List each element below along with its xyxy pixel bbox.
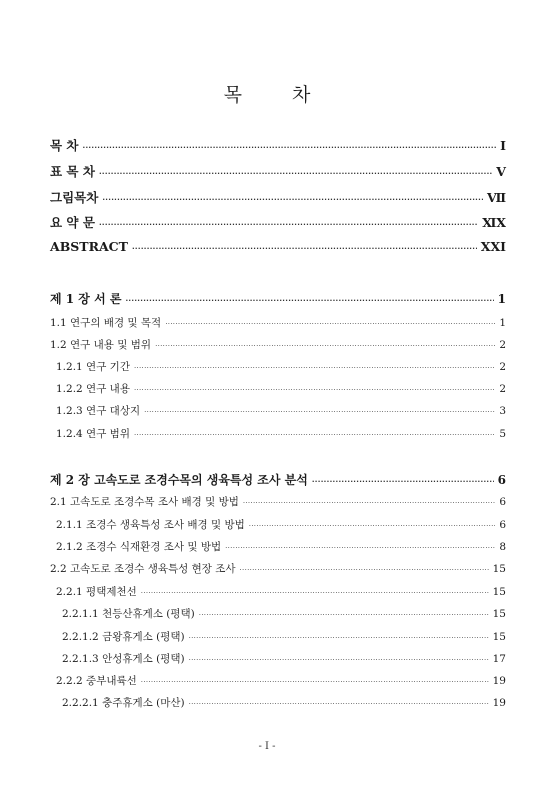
leader-dots	[312, 473, 494, 487]
toc-entry[interactable]	[50, 337, 506, 352]
toc-entry-page: 1	[499, 317, 506, 329]
leader-dots	[243, 496, 495, 508]
toc-entry-page: 1	[497, 292, 506, 306]
toc-entry[interactable]	[62, 651, 506, 666]
toc-entry[interactable]	[56, 381, 506, 396]
toc-entry[interactable]	[56, 359, 506, 374]
leader-dots	[102, 190, 483, 205]
toc-entry-label: 1.1 연구의 배경 및 목적	[50, 317, 162, 329]
toc-entry-page: 19	[492, 675, 506, 687]
toc-entry-page: 17	[492, 653, 506, 665]
leader-dots	[199, 608, 489, 620]
toc-entry-page: V	[496, 164, 506, 179]
toc-entry-label: 표 목 차	[50, 164, 95, 179]
toc-entry[interactable]	[56, 517, 506, 532]
leader-dots	[144, 405, 495, 417]
toc-entry[interactable]	[50, 315, 506, 330]
leader-dots	[141, 675, 489, 687]
toc-entry[interactable]	[56, 673, 506, 688]
toc-entry-page: 6	[497, 473, 506, 487]
toc-entry[interactable]	[62, 695, 506, 710]
toc-entry-label: 2.2.1.2 금왕휴게소 (평택)	[62, 631, 185, 643]
toc-entry-page: 6	[499, 519, 506, 531]
leader-dots	[99, 215, 478, 230]
toc-entry-label: 2.1.1 조경수 생육특성 조사 배경 및 방법	[56, 519, 245, 531]
toc-entry-page: I	[500, 138, 506, 153]
leader-dots	[189, 653, 489, 665]
toc-entry-page: 15	[492, 631, 506, 643]
toc-entry-page: 19	[492, 697, 506, 709]
leader-dots	[83, 138, 497, 153]
toc-entry[interactable]	[56, 539, 506, 554]
toc-entry-label: 요 약 문	[50, 215, 95, 230]
toc-entry-page: 15	[492, 586, 506, 598]
toc-entry-contents[interactable]	[50, 136, 506, 154]
leader-dots	[99, 164, 492, 179]
toc-entry-page: 5	[499, 428, 506, 440]
toc-entry-label: 2.1 고속도로 조경수목 조사 배경 및 방법	[50, 496, 239, 508]
leader-dots	[225, 541, 495, 553]
toc-entry-label: 제 2 장 고속도로 조경수목의 생육특성 조사 분석	[50, 473, 308, 487]
toc-entry-label: 1.2.1 연구 기간	[56, 361, 130, 373]
leader-dots	[189, 631, 489, 643]
toc-entry[interactable]	[56, 584, 506, 599]
toc-entry-label: 1.2.3 연구 대상지	[56, 405, 141, 417]
toc-entry[interactable]	[50, 494, 506, 509]
toc-entry-label: 2.2.1.1 천등산휴게소 (평택)	[62, 608, 195, 620]
leader-dots	[165, 317, 495, 329]
toc-chapter-2[interactable]	[50, 471, 506, 488]
page-number-footer: - Ⅰ -	[258, 741, 276, 752]
toc-entry-label: 목 차	[50, 138, 79, 153]
toc-entry[interactable]	[62, 629, 506, 644]
leader-dots	[189, 697, 489, 709]
toc-entry-label: 1.2 연구 내용 및 범위	[50, 339, 152, 351]
toc-entry-page: ⅩⅩⅠ	[480, 239, 506, 254]
toc-entry[interactable]	[56, 403, 506, 418]
toc-entry-page: 15	[492, 608, 506, 620]
leader-dots	[134, 383, 495, 395]
toc-entry-page: 6	[499, 496, 506, 508]
toc-entry-page: Ⅶ	[486, 190, 506, 205]
toc-entry-page: 2	[499, 339, 506, 351]
toc-entry-page: 2	[499, 361, 506, 373]
toc-entry-label: 제 1 장 서 론	[50, 292, 122, 306]
toc-entry-page: ⅪⅩ	[482, 215, 506, 230]
toc-entry[interactable]	[62, 606, 506, 621]
toc-entry-label: 2.2.2 중부내륙선	[56, 675, 137, 687]
toc-entry-page: 8	[499, 541, 506, 553]
toc-entry-list-of-figures[interactable]	[50, 188, 506, 206]
toc-entry-label: 1.2.2 연구 내용	[56, 383, 130, 395]
toc-entry-page: 15	[492, 563, 506, 575]
toc-entry-label: 2.1.2 조경수 식재환경 조사 및 방법	[56, 541, 222, 553]
toc-entry-page: 2	[499, 383, 506, 395]
toc-entry-label: 2.2.1 평택제천선	[56, 586, 137, 598]
toc-entry-label: 2.2.1.3 안성휴게소 (평택)	[62, 653, 185, 665]
leader-dots	[141, 586, 489, 598]
toc-entry-list-of-tables[interactable]	[50, 162, 506, 180]
leader-dots	[155, 339, 495, 351]
leader-dots	[249, 519, 496, 531]
toc-entry-abstract[interactable]	[50, 239, 506, 254]
toc-entry-label: 2.2 고속도로 조경수 생육특성 현장 조사	[50, 563, 236, 575]
leader-dots	[134, 428, 495, 440]
toc-entry-label: 1.2.4 연구 범위	[56, 428, 130, 440]
page-title: 목 차	[223, 84, 333, 106]
toc-chapter-1[interactable]	[50, 290, 506, 307]
leader-dots	[125, 292, 493, 306]
leader-dots	[134, 361, 495, 373]
toc-entry-page: 3	[499, 405, 506, 417]
toc-entry[interactable]	[50, 561, 506, 576]
toc-entry-label: 2.2.2.1 충주휴게소 (마산)	[62, 697, 185, 709]
leader-dots	[240, 563, 489, 575]
leader-dots	[132, 239, 477, 254]
toc-entry-label: 그림목차	[50, 190, 99, 205]
toc-entry[interactable]	[56, 426, 506, 441]
toc-entry-label: ABSTRACT	[50, 239, 128, 254]
toc-entry-summary[interactable]	[50, 213, 506, 231]
